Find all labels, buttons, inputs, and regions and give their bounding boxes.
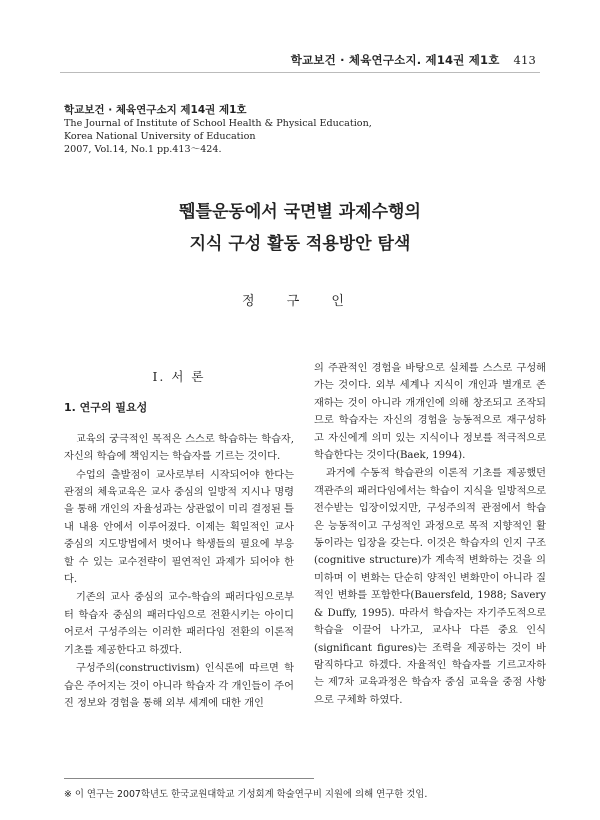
author: 정 구 인 — [242, 294, 358, 309]
header-rule — [60, 72, 540, 73]
citation-block — [64, 104, 372, 156]
paragraph: 의 주관적인 경험을 바탕으로 실체를 스스로 구성해 가는 것이다. 외부 세계나 지식이 개인과 별개로 존재하는 것이 아니라 개개인에 의해 창조되고 조작되므로 학습자는 자신의 경험을 능동적으로 재구성하고 자신에게 의미 있는 지식이나 정보를 적극적으로 학습한다는 것이다(Baek, 1994). — [314, 363, 546, 462]
paragraph: 구성주의(constructivism) 인식론에 따르면 학습은 주어지는 것이 아니라 학습자 각 개인들이 주어진 정보와 경험을 통해 외부 세계에 대한 개인 — [64, 663, 294, 709]
paragraph: 교육의 궁극적인 목적은 스스로 학습하는 학습자, 자신의 학습에 책임지는 학습자를 기르는 것이다. — [64, 433, 294, 463]
right-column — [314, 360, 546, 710]
subsection-heading: 1. 연구의 필요성 — [64, 401, 148, 415]
footnote-rule — [64, 778, 314, 779]
page-number: 413 — [513, 53, 536, 67]
paragraph: 과거에 수동적 학습관의 이론적 기초를 제공했던 객관주의 패러다임에서는 학습이 지식을 일방적으로 전수받는 입장이었지만, 구성주의적 관점에서 학습은 능동적이고 구성적인 과정으로 목적 지향적인 활동이라는 입장을 갖는다. 이것은 학습자의 인지 구조(cognitive structure)가 계속적 변화하는 것을 의미하며 이 변화는 단순히 양적인 변화만이 아니라 질적인 변화를 포함한다(Bauersfeld, 1988; Savery & Duffy, 1995). 따라서 학습자는 자기주도적으로 학습을 이끌어 나가고, 교사나 다른 중요 인식(significant figures)는 조력을 제공하는 것이 바람직하다고 하겠다. 자율적인 학습자를 기르고자하는 제7차 교육과정은 학습자 중심 교육을 중점 사항으로 구체화 하였다. — [314, 468, 546, 706]
citation-english: The Journal of Institute of School Health & Physical Education, — [64, 118, 372, 129]
title-line-1: 뛥틀운동에서 국면별 과제수행의 — [179, 202, 421, 222]
running-header — [291, 52, 536, 68]
paper-title — [60, 196, 540, 260]
citation-institution: Korea National University of Education — [64, 131, 256, 142]
citation-korean: 학교보건 · 체육연구소지 제14권 제1호 — [64, 104, 247, 116]
title-line-2: 지식 구성 활동 적용방안 탐색 — [189, 234, 411, 254]
section-heading: Ⅰ. 서 론 — [152, 369, 206, 384]
citation-volume: 2007, Vol.14, No.1 pp.413～424. — [64, 144, 222, 155]
paragraph: 수업의 출발점이 교사로부터 시작되어야 한다는 관점의 체육교육은 교사 중심의 일방적 지시나 명령을 통해 개인의 자율성과는 상관없이 미리 결정된 틀 내 내용 안에서 이루어졌다. 이제는 획일적인 교사 중심의 지도방법에서 벗어나 학생들의 필요에 부응할 수 있는 교수전략이 필연적인 과제가 되어야 한다. — [64, 469, 294, 586]
paragraph: 기존의 교사 중심의 교수-학습의 패러다임으로부터 학습자 중심의 패러다임으로 전환시키는 아이디어로서 구성주의는 이러한 패러다임 전환의 이론적 기초를 제공한다고 하겠다. — [64, 592, 294, 656]
journal-name: 학교보건 · 체육연구소지. 제14권 제1호 — [290, 53, 500, 67]
left-column — [64, 360, 294, 713]
footnote: ※ 이 연구는 2007학년도 한국교원대학교 기성회계 학술연구비 지원에 의해 연구한 것임. — [64, 789, 428, 800]
